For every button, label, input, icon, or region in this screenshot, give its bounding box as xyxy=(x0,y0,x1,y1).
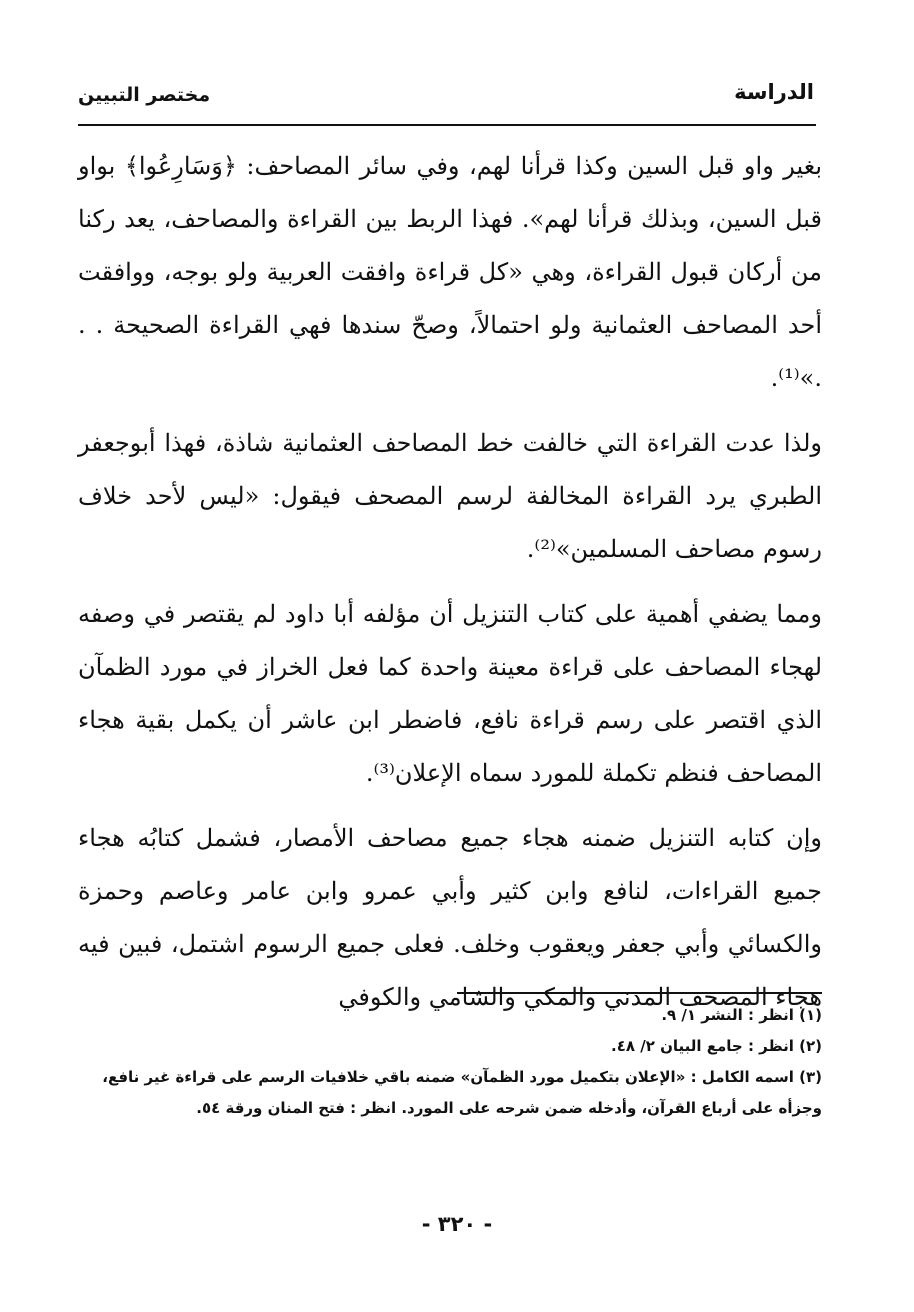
page-number: - ٣٢٠ - xyxy=(421,1212,493,1236)
section-title: الدراسة xyxy=(734,80,814,104)
paragraph: ومما يضفي أهمية على كتاب التنزيل أن مؤلفه أبا داود لم يقتصر في وصفه لهجاء المصاحف على قراءة معينة واحدة كما فعل الخراز في مورد الظمآن الذي اقتصر على رسم قراءة نافع، فاضطر ابن عاشر أن يكمل بقية هجاء المصاحف فنظم تكملة للمورد سماه الإعلان⁽³⁾. xyxy=(78,600,823,787)
footnotes xyxy=(78,1000,822,1124)
footnote: (١) انظر : النشر ١/ ٩. xyxy=(661,1006,822,1024)
running-header xyxy=(78,80,814,120)
footnote: (٢) انظر : جامع البيان ٢/ ٤٨. xyxy=(610,1037,822,1055)
footnote-divider xyxy=(457,992,822,994)
paragraph: ولذا عدت القراءة التي خالفت خط المصاحف العثمانية شاذة، فهذا أبوجعفر الطبري يرد القراءة المخالفة لرسم المصحف فيقول: «ليس لأحد خلاف رسوم مصاحف المسلمين»⁽²⁾. xyxy=(78,429,822,563)
paragraph: وإن كتابه التنزيل ضمنه هجاء جميع مصاحف الأمصار، فشمل كتابُه هجاء جميع القراءات، لنافع وابن كثير وأبي عمرو وابن عامر وعاصم وحمزة والكسائي وأبي جعفر ويعقوب وخلف. فعلى جميع الرسوم اشتمل، فبين فيه هجاء المصحف المدني والمكي والشامي والكوفي xyxy=(78,824,822,1011)
paragraph: بغير واو قبل السين وكذا قرأنا لهم، وفي سائر المصاحف: ﴿وَسَارِعُوا﴾ بواو قبل السين، وبذلك قرأنا لهم». فهذا الربط بين القراءة والمصاحف، يعد ركنا من أركان قبول القراءة، وهي «كل قراءة وافقت العربية ولو بوجه، ووافقت أحد المصاحف العثمانية ولو احتمالاً، وصحّ سندها فهي القراءة الصحيحة . . .»⁽¹⁾. xyxy=(78,152,822,392)
main-text xyxy=(78,140,822,1036)
header-divider xyxy=(78,124,816,126)
book-title: مختصر التبيين xyxy=(78,84,211,106)
footnote: (٣) اسمه الكامل : «الإعلان بتكميل مورد الظمآن» ضمنه باقي خلافيات الرسم على قراءة غير نافع، وجزأه على أرباع القرآن، وأدخله ضمن شرحه على المورد. انظر : فتح المنان ورقة ٥٤. xyxy=(102,1068,822,1117)
